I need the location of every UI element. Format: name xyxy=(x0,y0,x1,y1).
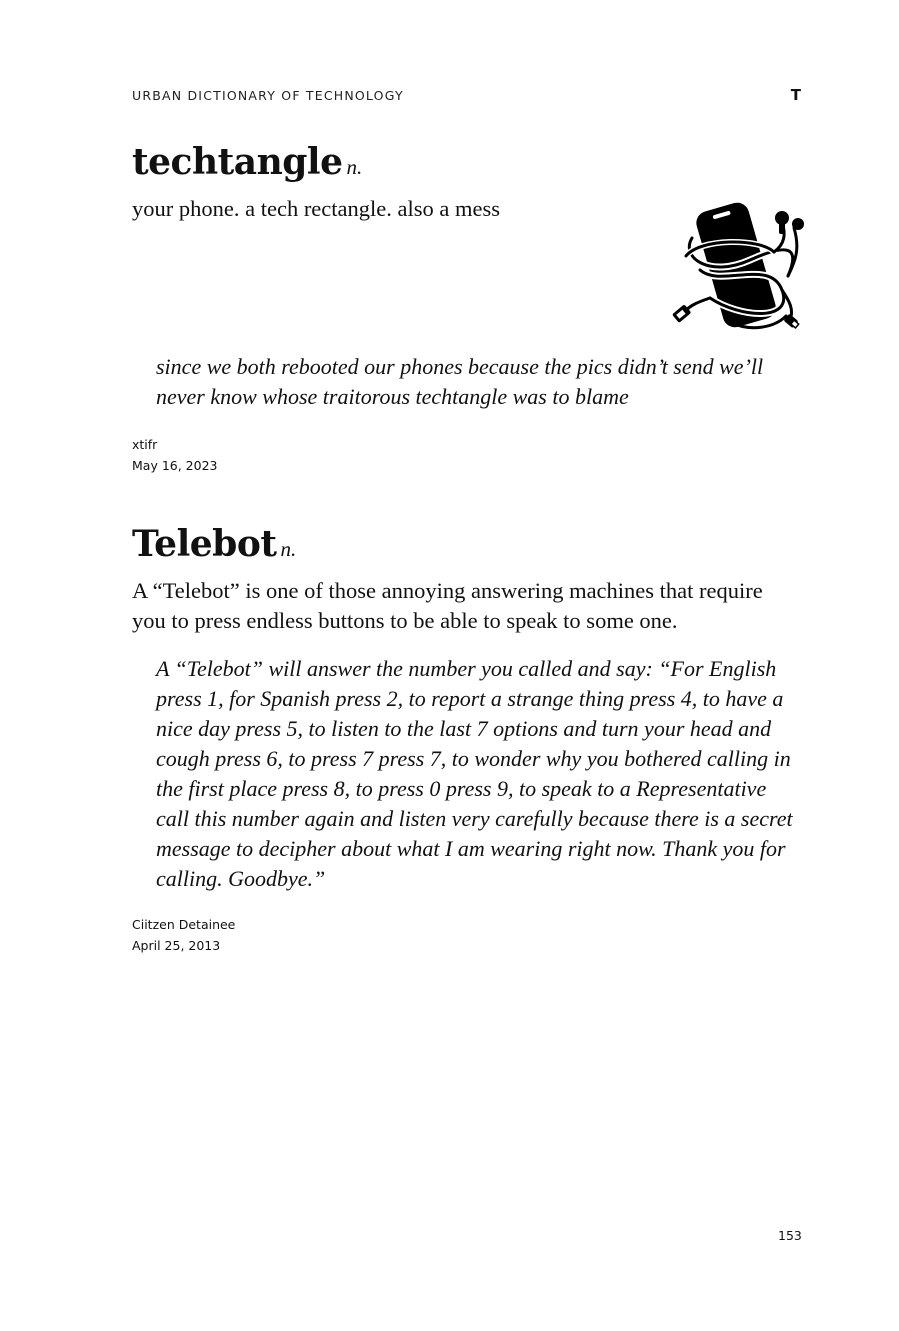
example-quote: A “Telebot” will answer the number you called and say: “For English press 1, for Spanish press 2, to report a strange thing press 4, to have a nice day press 5, to listen to the last 7 options and turn your head and cough press 6, to press 7 press 7, to wonder why you bothered calling in the first place press 8, to press 0 press 9, to speak to a Representative call this number again and listen very carefully because there is a secret message to decipher about what I am wearing right now. Thank you for calling. Goodbye.” xyxy=(156,656,793,891)
section-letter: T xyxy=(790,86,801,104)
running-title: URBAN DICTIONARY OF TECHNOLOGY xyxy=(132,88,404,103)
dictionary-entry xyxy=(132,523,804,956)
part-of-speech: n. xyxy=(346,155,363,179)
entry-meta xyxy=(132,914,804,956)
headword: Telebot xyxy=(132,523,277,565)
headword-line xyxy=(132,523,804,565)
example-quote: since we both rebooted our phones because the pics didn’t send we’ll never know whose traitorous techtangle was to blame xyxy=(156,354,764,409)
definition: A “Telebot” is one of those annoying answering machines that require you to press endless buttons to be able to speak to some one. xyxy=(132,578,763,633)
author-name: Ciitzen Detainee xyxy=(132,917,236,932)
part-of-speech: n. xyxy=(280,537,297,561)
entry-date: April 25, 2013 xyxy=(132,938,221,953)
entry-date: May 16, 2023 xyxy=(132,458,218,473)
author-name: xtifr xyxy=(132,437,158,452)
headword-line xyxy=(132,141,804,183)
entry-meta xyxy=(132,434,804,476)
definition: your phone. a tech rectangle. also a mess xyxy=(132,196,500,221)
page-number: 153 xyxy=(778,1228,802,1243)
headword: techtangle xyxy=(132,141,343,183)
phone-tangled-in-earbuds-icon xyxy=(670,198,806,338)
